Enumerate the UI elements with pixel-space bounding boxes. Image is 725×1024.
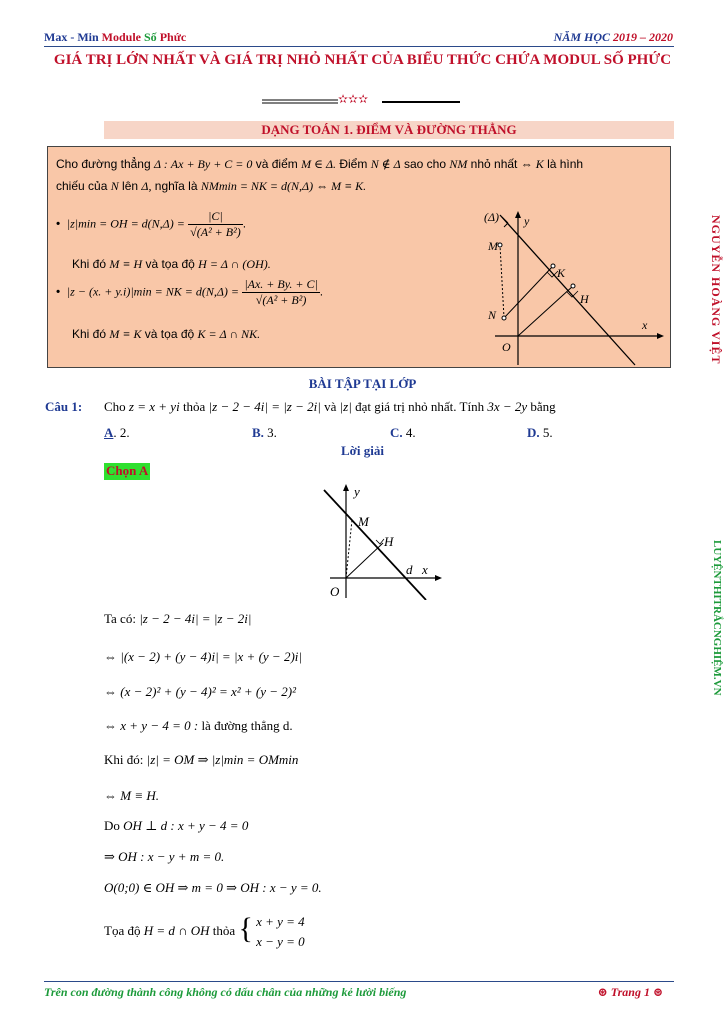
bullet-dot: • (56, 284, 67, 299)
solution-system-line (104, 912, 305, 952)
delta-arrow (502, 217, 508, 223)
option-letter: A (104, 425, 114, 440)
theory-text: và tọa độ (142, 257, 199, 271)
theory-math: NM (449, 157, 468, 171)
theory-bullet-1: • |z|min = OH = d(N,Δ) = $\frac{|C|}{\text{√(A² + B²)}}$ . (56, 209, 247, 239)
header-rule (44, 46, 674, 47)
solution-line-2 (104, 649, 302, 665)
system-brace: { (238, 912, 253, 945)
theory-text: là hình (543, 157, 584, 171)
question-text-part: Cho (104, 399, 129, 414)
theory-text: chiếu của (56, 179, 111, 193)
option-d[interactable] (527, 425, 553, 441)
option-b[interactable] (252, 425, 277, 441)
delta-line (500, 215, 635, 365)
point-N (502, 316, 506, 320)
theory-math: Δ, (141, 179, 152, 193)
theory-text: Khi đó (72, 257, 110, 271)
header-left-part1: Max - Min (44, 30, 102, 44)
question-math: 3x − 2y (487, 399, 528, 414)
label-H: H (580, 292, 589, 306)
theory-math: M ≡ K (109, 327, 142, 341)
fraction-denominator: √(A² + B²) (190, 225, 241, 239)
solution-math: ⇔ M ≡ H. (104, 788, 159, 803)
footer-page-number: ⊛ Trang 1 ⊛ (597, 985, 663, 999)
segment-NM (500, 245, 504, 318)
footer-rule (44, 981, 674, 982)
point-K (551, 264, 555, 268)
question-text-part: đạt giá trị nhỏ nhất. Tính (351, 399, 488, 414)
question-math: |z − 2 − 4i| = |z − 2i| (208, 399, 321, 414)
solution-text: là đường thẳng d. (198, 718, 293, 733)
point-M (498, 243, 502, 247)
solution-line-1 (104, 611, 251, 627)
theory-math: K = Δ ∩ NK. (197, 327, 261, 341)
theory-math: H = Δ ∩ (OH). (198, 257, 271, 271)
label-H: H (384, 534, 394, 549)
theory-bullet-2-note (72, 327, 260, 342)
y-axis-arrow (515, 211, 521, 218)
solution-line-9 (104, 880, 322, 896)
theory-line-2 (56, 179, 366, 194)
title-stars: ✫✫✫ (338, 92, 369, 106)
header-left-part3: Số (144, 30, 160, 44)
theory-math: N (110, 179, 119, 193)
solution-math: |z − 2 − 4i| = |z − 2i| (139, 611, 252, 626)
header-right-part2: 2019 – 2020 (613, 30, 673, 44)
fraction (242, 277, 319, 308)
option-letter: D. (527, 425, 540, 440)
theory-bullet-1-note (72, 257, 271, 272)
author-strip-site: LUYỆNTHITRẮCNGHIỆM.VN (711, 540, 723, 696)
label-N: N (488, 308, 497, 322)
label-M: M (358, 514, 369, 529)
solution-math: |z| = OM ⇒ |z|min = OMmin (146, 752, 299, 767)
solution-text: Do (104, 818, 124, 833)
theory-box (47, 146, 671, 368)
solution-math: H = d ∩ OH (143, 923, 210, 938)
theory-math: ⇔ K (520, 157, 544, 171)
bullet-dot: • (56, 216, 67, 231)
equation-system (256, 912, 305, 952)
fraction (188, 209, 243, 240)
segment-OM (346, 520, 352, 578)
label-y: y (524, 214, 530, 228)
theory-text: Cho đường thẳng (56, 157, 154, 171)
segment-OH (346, 543, 383, 578)
solution-math: O(0;0) ∈ OH ⇒ m = 0 ⇒ OH : x − y = 0. (104, 880, 322, 895)
option-value: 5. (539, 425, 553, 440)
label-M: M (488, 239, 498, 253)
solution-line-4 (104, 718, 293, 734)
exercises-title: BÀI TẬP TẠI LỚP (308, 376, 417, 391)
option-a[interactable] (104, 425, 130, 441)
solution-line-7 (104, 818, 248, 834)
solution-text: Khi đó: (104, 752, 147, 767)
theory-math: |z|min = OH = d(N,Δ) = (66, 216, 185, 231)
y-axis-arrow (343, 484, 349, 491)
solution-text: Ta có: (104, 611, 140, 626)
solution-line-3 (104, 684, 296, 700)
theory-text: và tọa độ (141, 327, 198, 341)
theory-bullet-2: • |z − (x. + y.i)|min = NK = d(N,Δ) = $\frac{|Ax. + By. + C|}{\text{√(A² + B²)}}$ . (56, 277, 324, 307)
option-value: 4. (402, 425, 416, 440)
theory-math: N ∉ Δ (370, 157, 401, 171)
theory-text: nghĩa là (151, 179, 201, 193)
theory-text: sao cho (400, 157, 450, 171)
question-math: z = x + yi (128, 399, 180, 414)
theory-text: Điểm (336, 157, 371, 171)
solution-math: OH ⊥ d : x + y − 4 = 0 (123, 818, 249, 833)
header-left-part2: Module (101, 30, 144, 44)
header-right (554, 30, 673, 45)
label-d: d (406, 562, 413, 577)
theory-math: M ≡ H (109, 257, 143, 271)
solution-line-8 (104, 849, 224, 865)
theory-figure (480, 205, 670, 367)
theory-math: |z − (x. + y.i)|min = NK = d(N,Δ) = (66, 284, 239, 299)
label-O: O (330, 584, 340, 599)
footer-motto: Trên con đường thành công không có dấu chân của những kẻ lười biếng (44, 985, 407, 999)
theory-text: nhỏ nhất (467, 157, 521, 171)
question-text-part: thỏa (179, 399, 209, 414)
question-text (104, 399, 556, 415)
question-label: Câu 1: (45, 399, 83, 414)
label-delta: (Δ) (484, 210, 500, 224)
theory-text: Khi đó (72, 327, 110, 341)
segment-OH (518, 286, 573, 336)
label-O: O (502, 340, 511, 354)
theory-text: lên (118, 179, 142, 193)
chosen-answer: Chọn A (106, 463, 149, 478)
solution-math: ⇒ OH : x − y + m = 0. (104, 849, 225, 864)
system-equation-2: x − y = 0 (256, 934, 305, 949)
solution-math: ⇔ |(x − 2) + (y − 4)i| = |x + (y − 2)i| (104, 649, 302, 664)
solution-title: Lời giải (341, 443, 384, 458)
question-text-part: bằng (527, 399, 556, 414)
option-value: . 2. (113, 425, 130, 440)
solution-line-6 (104, 788, 159, 804)
option-letter: C. (390, 425, 403, 440)
x-axis-arrow (657, 333, 664, 339)
solution-math: ⇔ (x − 2)² + (y − 4)² = x² + (y − 2)² (104, 684, 297, 699)
option-c[interactable] (390, 425, 416, 441)
label-x: x (422, 562, 428, 577)
theory-math: M ∈ Δ. (301, 157, 337, 171)
page-title: GIÁ TRỊ LỚN NHẤT VÀ GIÁ TRỊ NHỎ NHẤT CỦA BIỂU THỨC CHỨA MODUL SỐ PHỨC (53, 52, 672, 68)
header-right-part1: NĂM HỌC (553, 30, 613, 44)
theory-text: và điểm (252, 157, 302, 171)
question-math: |z| (339, 399, 352, 414)
fraction-denominator: √(A² + B²) (255, 293, 307, 307)
system-equation-1: x + y = 4 (256, 914, 305, 929)
option-value: 3. (263, 425, 277, 440)
label-x: x (642, 318, 648, 332)
delta-arrow (504, 223, 508, 227)
solution-figure (318, 480, 468, 600)
section-title: DẠNG TOÁN 1. ĐIỂM VÀ ĐƯỜNG THẲNG (261, 122, 517, 137)
fraction-numerator: |C| (188, 209, 243, 225)
question-text-part: và (320, 399, 340, 414)
solution-math: ⇔ x + y − 4 = 0 : (104, 718, 199, 733)
header-left (44, 30, 186, 45)
solution-text: thỏa (209, 923, 239, 938)
solution-text: Tọa độ (104, 923, 144, 938)
theory-line-1 (56, 157, 583, 172)
solution-line-5 (104, 752, 298, 768)
label-K: K (557, 266, 566, 280)
theory-math: NMmin = NK = d(N,Δ) ⇔ M ≡ K. (200, 179, 367, 193)
theory-math: Δ : Ax + By + C = 0 (153, 157, 253, 171)
x-axis-arrow (435, 575, 442, 581)
header-left-part4: Phức (159, 30, 187, 44)
point-H (571, 284, 575, 288)
fraction-numerator: |Ax. + By. + C| (244, 277, 318, 291)
author-strip-name: NGUYỄN HOÀNG VIỆT (709, 215, 723, 365)
label-y: y (354, 484, 360, 499)
option-letter: B. (252, 425, 264, 440)
